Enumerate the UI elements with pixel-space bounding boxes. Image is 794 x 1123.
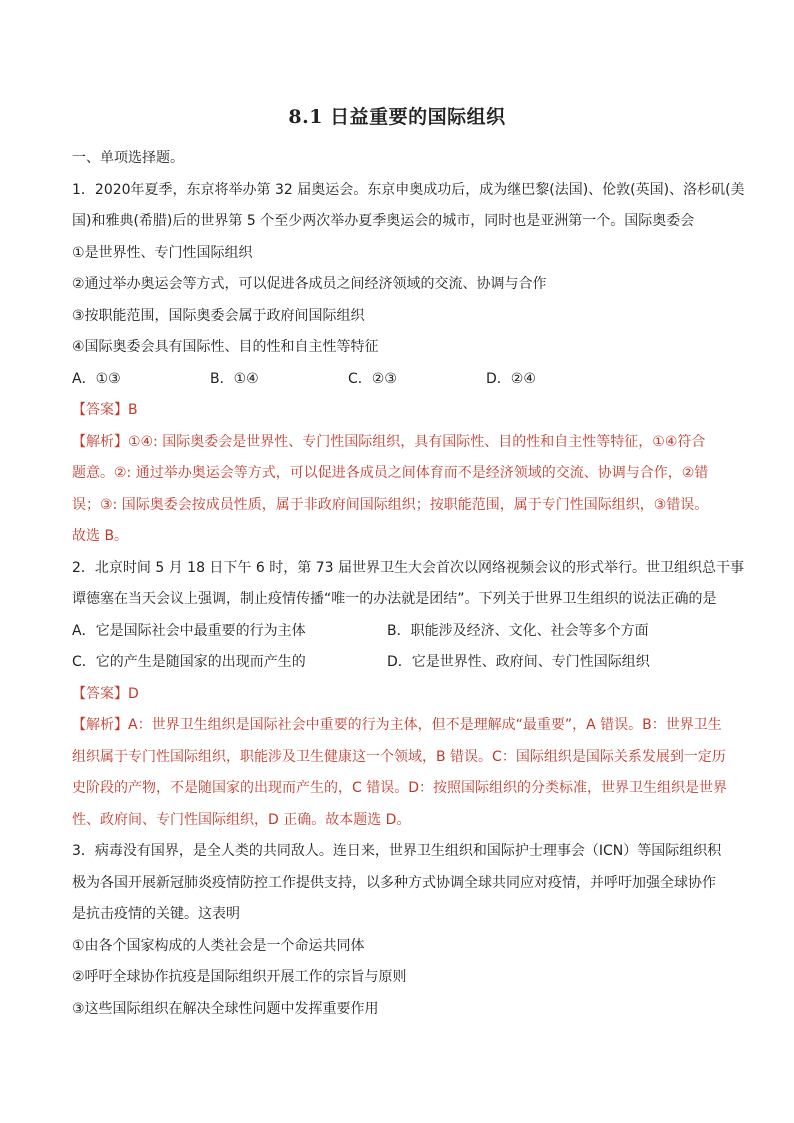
answer-options-row: [72, 616, 722, 648]
analysis-line: 题意。②: 通过举办奥运会等方式，可以促进各成员之间体育而不是经济领域的交流、协调与合作，②错: [72, 465, 709, 481]
answer-value: D: [128, 685, 139, 702]
analysis-text: ①④: 国际奥委会是世界性、专门性国际组织，具有国际性、目的性和自主性等特征，①④符合: [128, 433, 706, 450]
option-a: A．①③: [72, 370, 121, 387]
answer-tag: 【答案】: [72, 402, 128, 418]
analysis-line: 性、政府间、专门性国际组织，D 正确。故本题选 D。: [72, 811, 411, 828]
page-title: 8.1 日益重要的国际组织: [288, 106, 506, 128]
option-c: C．它的产生是随国家的出现而产生的: [72, 654, 306, 670]
statement-item: ②呼吁全球协作抗疫是国际组织开展工作的宗旨与原则: [72, 969, 407, 985]
option-d: D．②④: [486, 370, 536, 387]
question-stem-line: 是抗击疫情的关键。这表明: [72, 906, 240, 922]
analysis-tag: 【解析】: [72, 717, 128, 733]
statement-item: ④国际奥委会具有国际性、目的性和自主性等特征: [72, 339, 379, 355]
statement-item: ①是世界性、专门性国际组织: [72, 244, 253, 261]
statement-item: ③这些国际组织在解决全球性问题中发挥重要作用: [72, 1000, 379, 1017]
question-1: [72, 175, 745, 553]
analysis-line: 组织属于专门性国际组织，职能涉及卫生健康这一个领域，B 错误。C：国际组织是国际关系发展到一定历: [72, 748, 726, 765]
option-b: B．职能涉及经济、文化、社会等多个方面: [387, 622, 649, 639]
analysis-text: A：世界卫生组织是国际社会中重要的行为主体，但不是理解成“最重要”，A 错误。B：世界卫生: [128, 717, 722, 733]
answer-value: B: [128, 402, 138, 418]
question-stem-line: 1．2020年夏季，东京将举办第 32 届奥运会。东京申奥成功后，成为继巴黎(法国)、伦敦(英国)、洛杉矶(美: [72, 181, 745, 198]
question-stem-line: 2．北京时间 5 月 18 日下午 6 时，第 73 届世界卫生大会首次以网络视频会议的形式举行。世卫组织总干事: [72, 559, 744, 576]
answer-options-row: [72, 647, 722, 679]
answer-tag: 【答案】: [72, 685, 128, 702]
question-2: [72, 553, 744, 837]
analysis-line: [72, 710, 722, 742]
analysis-line: [72, 427, 722, 459]
section-heading: 一、单项选择题。: [72, 150, 184, 166]
option-a: A．它是国际社会中最重要的行为主体: [72, 622, 306, 639]
question-stem-line: 3．病毒没有国界，是全人类的共同敌人。连日来，世界卫生组织和国际护士理事会（ICN）等国际组织积: [72, 843, 722, 859]
answer-options: [72, 364, 722, 396]
question-stem-line: 谭德塞在当天会议上强调，制止疫情传播“唯一的办法就是团结”。下列关于世界卫生组织的说法正确的是: [72, 591, 717, 607]
statement-item: ③按职能范围，国际奥委会属于政府间国际组织: [72, 307, 365, 324]
answer-line: [72, 395, 722, 427]
analysis-line: 史阶段的产物，不是随国家的出现而产生的，C 错误。D：按照国际组织的分类标准，世界卫生组织是世界: [72, 780, 728, 796]
analysis-line: 误；③: 国际奥委会按成员性质，属于非政府间国际组织；按职能范围，属于专门性国际组织，③错误。: [72, 496, 709, 513]
question-stem-line: 极为各国开展新冠肺炎疫情防控工作提供支持，以多种方式协调全球共同应对疫情，并呼吁加强全球协作: [72, 874, 716, 891]
question-stem-line: 国)和雅典(希腊)后的世界第 5 个至少两次举办夏季奥运会的城市，同时也是亚洲第一个。国际奥委会: [72, 213, 695, 229]
analysis-tag: 【解析】: [72, 433, 128, 450]
option-b: B．①④: [210, 370, 259, 387]
answer-line: [72, 679, 722, 711]
question-3: [72, 836, 722, 1025]
option-c: C．②③: [348, 370, 397, 387]
option-d: D．它是世界性、政府间、专门性国际组织: [387, 654, 650, 670]
statement-item: ②通过举办奥运会等方式，可以促进各成员之间经济领域的交流、协调与合作: [72, 276, 547, 292]
statement-item: ①由各个国家构成的人类社会是一个命运共同体: [72, 937, 365, 954]
analysis-line: 故选 B。: [72, 528, 129, 544]
